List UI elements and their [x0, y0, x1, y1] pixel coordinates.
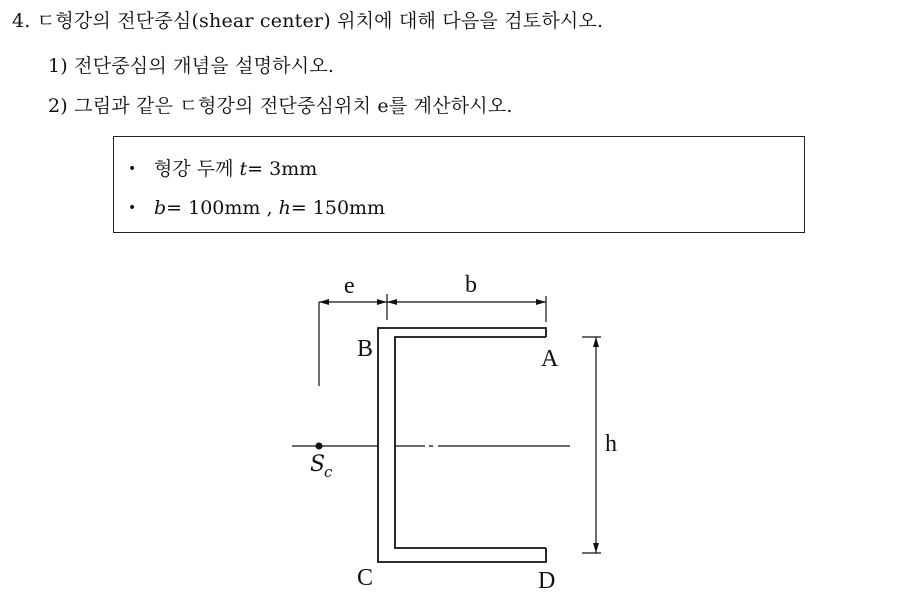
given-conditions-box [113, 136, 805, 233]
corner-label-b: B [357, 336, 374, 362]
b-var: b [154, 197, 167, 219]
bullet-icon: • [128, 200, 137, 216]
given-thickness [128, 154, 317, 181]
corner-label-c: C [357, 565, 374, 591]
h-formula [279, 197, 386, 219]
label-b: b [465, 272, 477, 298]
channel-inner-edge [395, 337, 546, 548]
sub-question-1: 1) 전단중심의 개념을 설명하시오. [48, 55, 335, 77]
corner-label-d: D [538, 568, 556, 594]
thickness-label: 형강 두께 [154, 158, 234, 180]
b-left-arrow [387, 299, 397, 305]
corner-label-a: A [541, 346, 559, 372]
b-right-arrow [536, 299, 546, 305]
shear-center-label: S [310, 452, 326, 477]
h-var: h [278, 197, 291, 219]
h-top-arrow [593, 337, 599, 347]
e-right-arrow [377, 299, 387, 305]
h-bottom-arrow [593, 543, 599, 553]
dimension-arrows [319, 299, 599, 553]
thickness-formula [240, 158, 318, 180]
channel-outer-edge [378, 328, 546, 562]
h-value: = 150mm [290, 197, 386, 219]
dimension-lines [319, 294, 601, 553]
e-left-arrow [319, 299, 329, 305]
sub-question-2: 2) 그림과 같은 ㄷ형강의 전단중심위치 e를 계산하시오. [48, 95, 513, 117]
thickness-value: = 3mm [247, 158, 318, 180]
shear-center-subscript: c [324, 463, 333, 481]
question-title: 4. ㄷ형강의 전단중심(shear center) 위치에 대해 다음을 검토하시오. [12, 10, 604, 32]
given-dimensions [128, 197, 385, 219]
b-formula [154, 197, 273, 219]
channel-section-outline [378, 328, 546, 562]
thickness-var: t [239, 158, 248, 180]
bullet-icon: • [128, 161, 137, 177]
b-value: = 100mm , [166, 197, 273, 219]
label-e: e [344, 273, 355, 299]
shear-center-point [316, 443, 323, 450]
label-h: h [605, 431, 617, 457]
